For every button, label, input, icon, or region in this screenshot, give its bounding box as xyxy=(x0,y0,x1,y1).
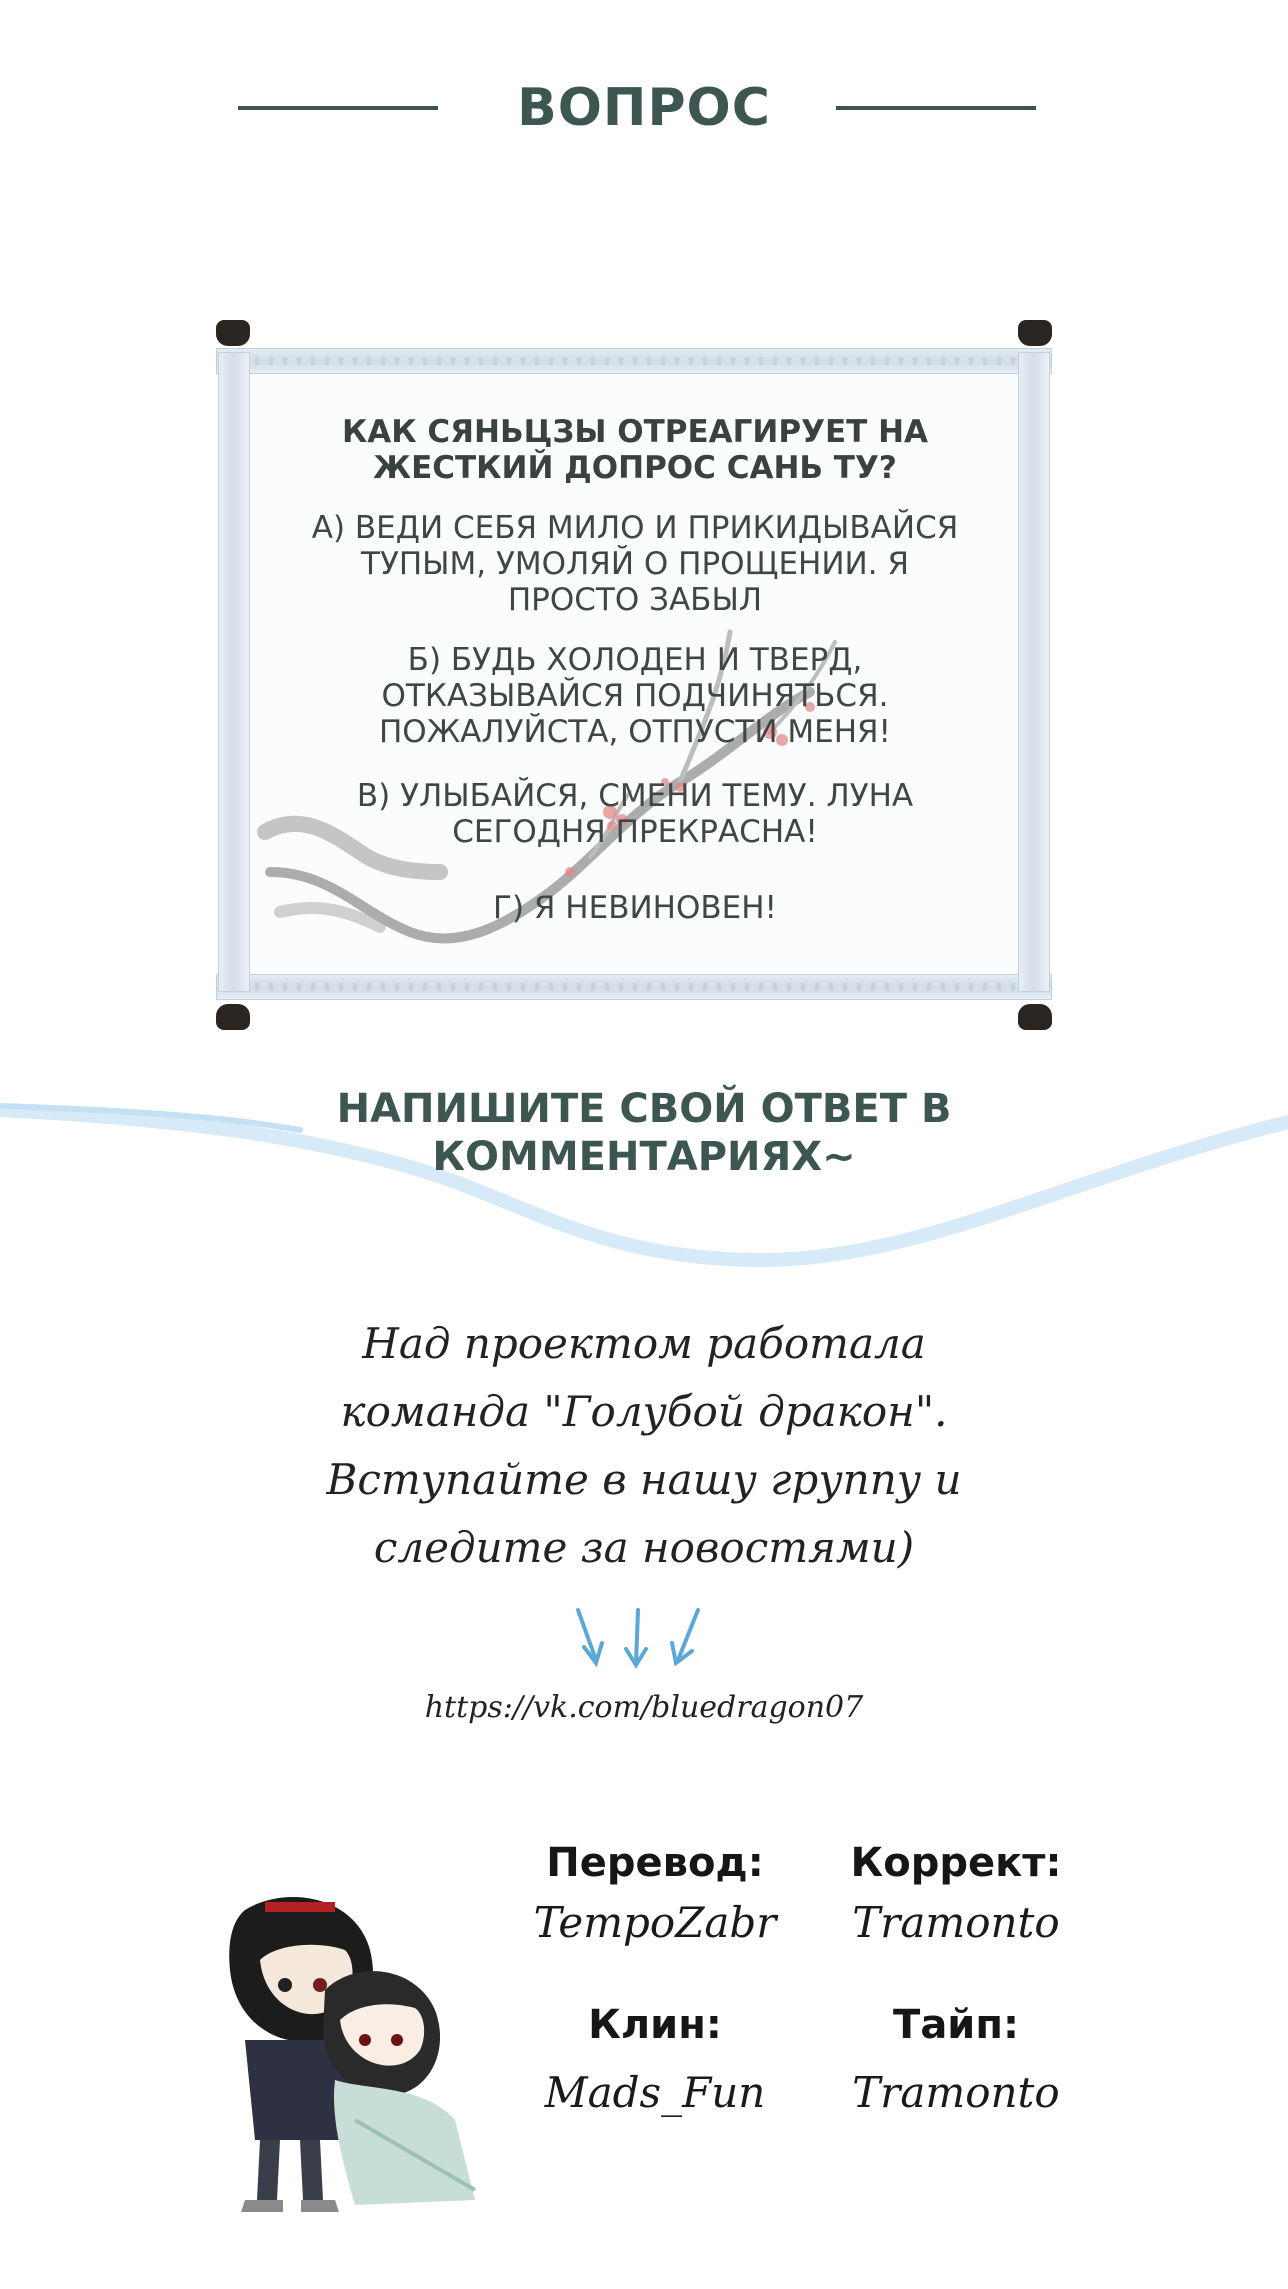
scroll-rod-top xyxy=(216,348,1052,374)
header-divider-left xyxy=(238,106,438,110)
option-c: В) УЛЫБАЙСЯ, СМЕНИ ТЕМУ. ЛУНА СЕГОДНЯ ПРЕКРАСНА! xyxy=(356,778,914,850)
scroll-knob-top-left xyxy=(216,320,250,346)
scroll-side-left xyxy=(218,352,250,992)
comment-call-to-action: НАПИШИТЕ СВОЙ ОТВЕТ В КОММЕНТАРИЯХ~ xyxy=(336,1086,952,1180)
translation-label: Перевод: xyxy=(546,1840,764,1886)
group-link[interactable]: https://vk.com/bluedragon07 xyxy=(424,1690,864,1725)
translation-name: TempoZabr xyxy=(533,1898,777,1947)
down-arrows-icon xyxy=(568,1605,718,1675)
scroll-side-right xyxy=(1018,352,1050,992)
question-scroll xyxy=(210,312,1060,1037)
clean-name: Mads_Fun xyxy=(544,2068,766,2117)
credits-line-2: команда "Голубой дракон". xyxy=(340,1387,948,1436)
option-a: А) ВЕДИ СЕБЯ МИЛО И ПРИКИДЫВАЙСЯ ТУПЫМ, УМОЛЯЙ О ПРОЩЕНИИ. Я ПРОСТО ЗАБЫЛ xyxy=(311,510,959,618)
header-divider-right xyxy=(836,106,1036,110)
type-name: Tramonto xyxy=(852,2068,1060,2117)
scroll-rod-bottom xyxy=(216,974,1052,1000)
clean-label: Клин: xyxy=(588,2002,722,2048)
credits-line-1: Над проектом работала xyxy=(362,1319,926,1368)
credits-line-3: Вступайте в нашу группу и xyxy=(326,1455,962,1504)
option-d: Г) Я НЕВИНОВЕН! xyxy=(493,890,777,926)
page-title: ВОПРОС xyxy=(517,78,771,138)
scroll-knob-bottom-right xyxy=(1018,1004,1052,1030)
type-label: Тайп: xyxy=(893,2002,1019,2048)
question-text: КАК СЯНЬЦЗЫ ОТРЕАГИРУЕТ НА ЖЕСТКИЙ ДОПРОС САНЬ ТУ? xyxy=(341,414,929,486)
proofread-name: Tramonto xyxy=(852,1898,1060,1947)
chibi-characters-illustration xyxy=(205,1890,525,2220)
scroll-knob-top-right xyxy=(1018,320,1052,346)
credits-line-4: следите за новостями) xyxy=(373,1523,915,1572)
option-b: Б) БУДЬ ХОЛОДЕН И ТВЕРД, ОТКАЗЫВАЙСЯ ПОДЧИНЯТЬСЯ. ПОЖАЛУЙСТА, ОТПУСТИ МЕНЯ! xyxy=(379,642,891,750)
scroll-knob-bottom-left xyxy=(216,1004,250,1030)
proofread-label: Коррект: xyxy=(850,1840,1062,1886)
